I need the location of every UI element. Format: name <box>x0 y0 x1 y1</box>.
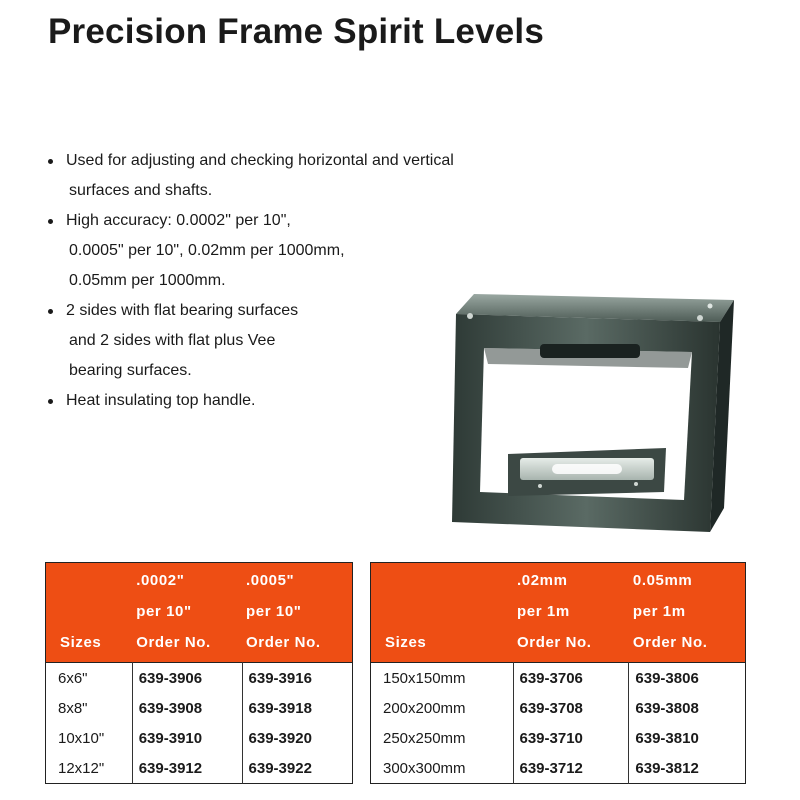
column-header-accuracy-2: .0005" per 10" Order No. <box>242 563 352 663</box>
column-header-accuracy-1: .0002" per 10" Order No. <box>132 563 242 663</box>
table-row <box>371 753 746 784</box>
order-no-cell: 639-3906 <box>132 663 242 694</box>
size-cell: 200x200mm <box>383 699 466 717</box>
feature-item: Heat insulating top handle. <box>44 386 584 416</box>
order-no-cell: 639-3918 <box>242 693 352 723</box>
size-cell: 250x250mm <box>383 729 466 747</box>
size-cell: 10x10" <box>58 729 105 747</box>
feature-item: High accuracy: 0.0002" per 10", 0.0005" per 10", 0.02mm per 1000mm, 0.05mm per 1000mm. <box>44 206 584 296</box>
imperial-order-table <box>45 562 353 784</box>
order-no-cell: 639-3708 <box>513 693 629 723</box>
order-no-cell: 639-3912 <box>132 753 242 784</box>
column-header-sizes: Sizes <box>371 563 514 663</box>
order-no-cell: 639-3808 <box>629 693 746 723</box>
size-cell: 300x300mm <box>383 759 466 777</box>
table-header-row <box>371 563 746 663</box>
column-header-accuracy-1: .02mm per 1m Order No. <box>513 563 629 663</box>
size-cell: 12x12" <box>58 759 105 777</box>
bullet-icon <box>48 159 53 164</box>
bullet-icon <box>48 219 53 224</box>
table-row <box>46 753 353 784</box>
bullet-icon <box>48 309 53 314</box>
table-row <box>371 663 746 694</box>
page-title: Precision Frame Spirit Levels <box>48 12 545 51</box>
order-no-cell: 639-3916 <box>242 663 352 694</box>
order-no-cell: 639-3922 <box>242 753 352 784</box>
order-no-cell: 639-3710 <box>513 723 629 753</box>
feature-item: 2 sides with flat bearing surfaces and 2 sides with flat plus Vee bearing surfaces. <box>44 296 584 386</box>
table-row <box>46 723 353 753</box>
table-row <box>371 693 746 723</box>
frame-spirit-level-image <box>448 286 748 536</box>
metric-order-table <box>370 562 746 784</box>
bullet-icon <box>48 399 53 404</box>
order-no-cell: 639-3706 <box>513 663 629 694</box>
order-no-cell: 639-3908 <box>132 693 242 723</box>
size-cell: 150x150mm <box>383 669 466 687</box>
column-header-sizes: Sizes <box>46 563 133 663</box>
table-row <box>371 723 746 753</box>
feature-item: Used for adjusting and checking horizontal and vertical surfaces and shafts. <box>44 146 584 206</box>
order-no-cell: 639-3810 <box>629 723 746 753</box>
column-header-accuracy-2: 0.05mm per 1m Order No. <box>629 563 746 663</box>
order-no-cell: 639-3812 <box>629 753 746 784</box>
table-row <box>46 693 353 723</box>
table-header-row <box>46 563 353 663</box>
table-row <box>46 663 353 694</box>
order-no-cell: 639-3712 <box>513 753 629 784</box>
order-no-cell: 639-3910 <box>132 723 242 753</box>
order-no-cell: 639-3806 <box>629 663 746 694</box>
size-cell: 8x8" <box>58 699 88 717</box>
order-no-cell: 639-3920 <box>242 723 352 753</box>
size-cell: 6x6" <box>58 669 88 687</box>
